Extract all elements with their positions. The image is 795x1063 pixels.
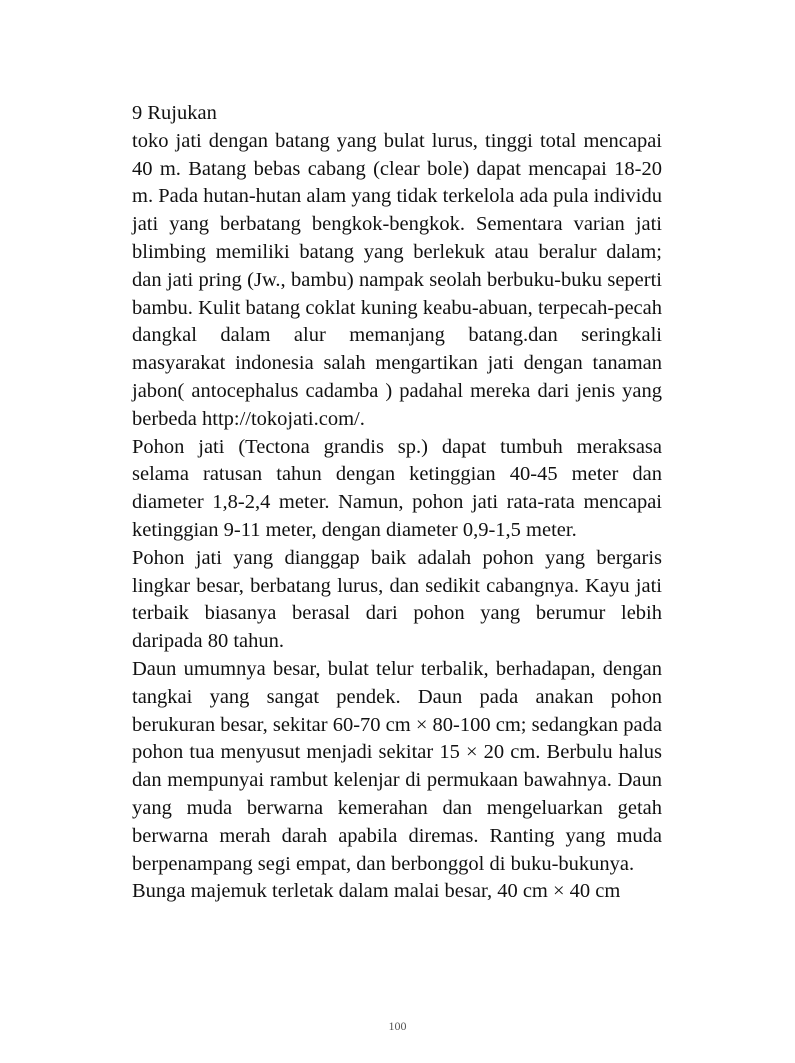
paragraph-teak-flowers: Bunga majemuk terletak dalam malai besar, 40 cm × 40 cm <box>132 880 621 903</box>
paragraph-teak-trunk: toko jati dengan batang yang bulat lurus, tinggi total mencapai 40 m. Batang bebas cabang (clear bole) dapat mencapai 18-20 m. Pada hutan-hutan alam yang tidak terkelola ada pula individu jati yang berbatang bengkok-bengkok. Sementara varian jati blimbing memiliki batang yang berlekuk atau beralur dalam; dan jati pring (Jw., bambu) nampak seolah berbuku-buku seperti bambu. Kulit batang coklat kuning keabu-abuan, terpecah-pecah dangkal dalam alur memanjang batang.dan seringkali masyarakat indonesia salah mengartikan jati dengan tanaman jabon( antocephalus cadamba ) padahal mereka dari jenis yang berbeda http://tokojati.com/. <box>132 129 662 430</box>
section-heading: 9 Rujukan <box>132 102 217 124</box>
paragraph-teak-leaves: Daun umumnya besar, bulat telur terbalik, berhadapan, dengan tangkai yang sangat pendek. Daun pada anakan pohon berukuran besar, sekitar 60-70 cm × 80-100 cm; sedangkan pada pohon tua menyusut menjadi sekitar 15 × 20 cm. Berbulu halus dan mempunyai rambut kelenjar di permukaan bawahnya. Daun yang muda berwarna kemerahan dan mengeluarkan getah berwarna merah darah apabila diremas. Ranting yang muda berpenampang segi empat, dan berbonggol di buku-bukunya. <box>132 657 662 875</box>
page-number: 100 <box>388 1019 407 1033</box>
paragraph-teak-quality: Pohon jati yang dianggap baik adalah pohon yang bergaris lingkar besar, berbatang lurus, dan sedikit cabangnya. Kayu jati terbaik biasanya berasal dari pohon yang berumur lebih daripada 80 tahun. <box>132 546 662 653</box>
page-content <box>132 100 662 906</box>
paragraph-teak-size: Pohon jati (Tectona grandis sp.) dapat tumbuh meraksasa selama ratusan tahun dengan ketinggian 40-45 meter dan diameter 1,8-2,4 meter. Namun, pohon jati rata-rata mencapai ketinggian 9-11 meter, dengan diameter 0,9-1,5 meter. <box>132 435 662 541</box>
